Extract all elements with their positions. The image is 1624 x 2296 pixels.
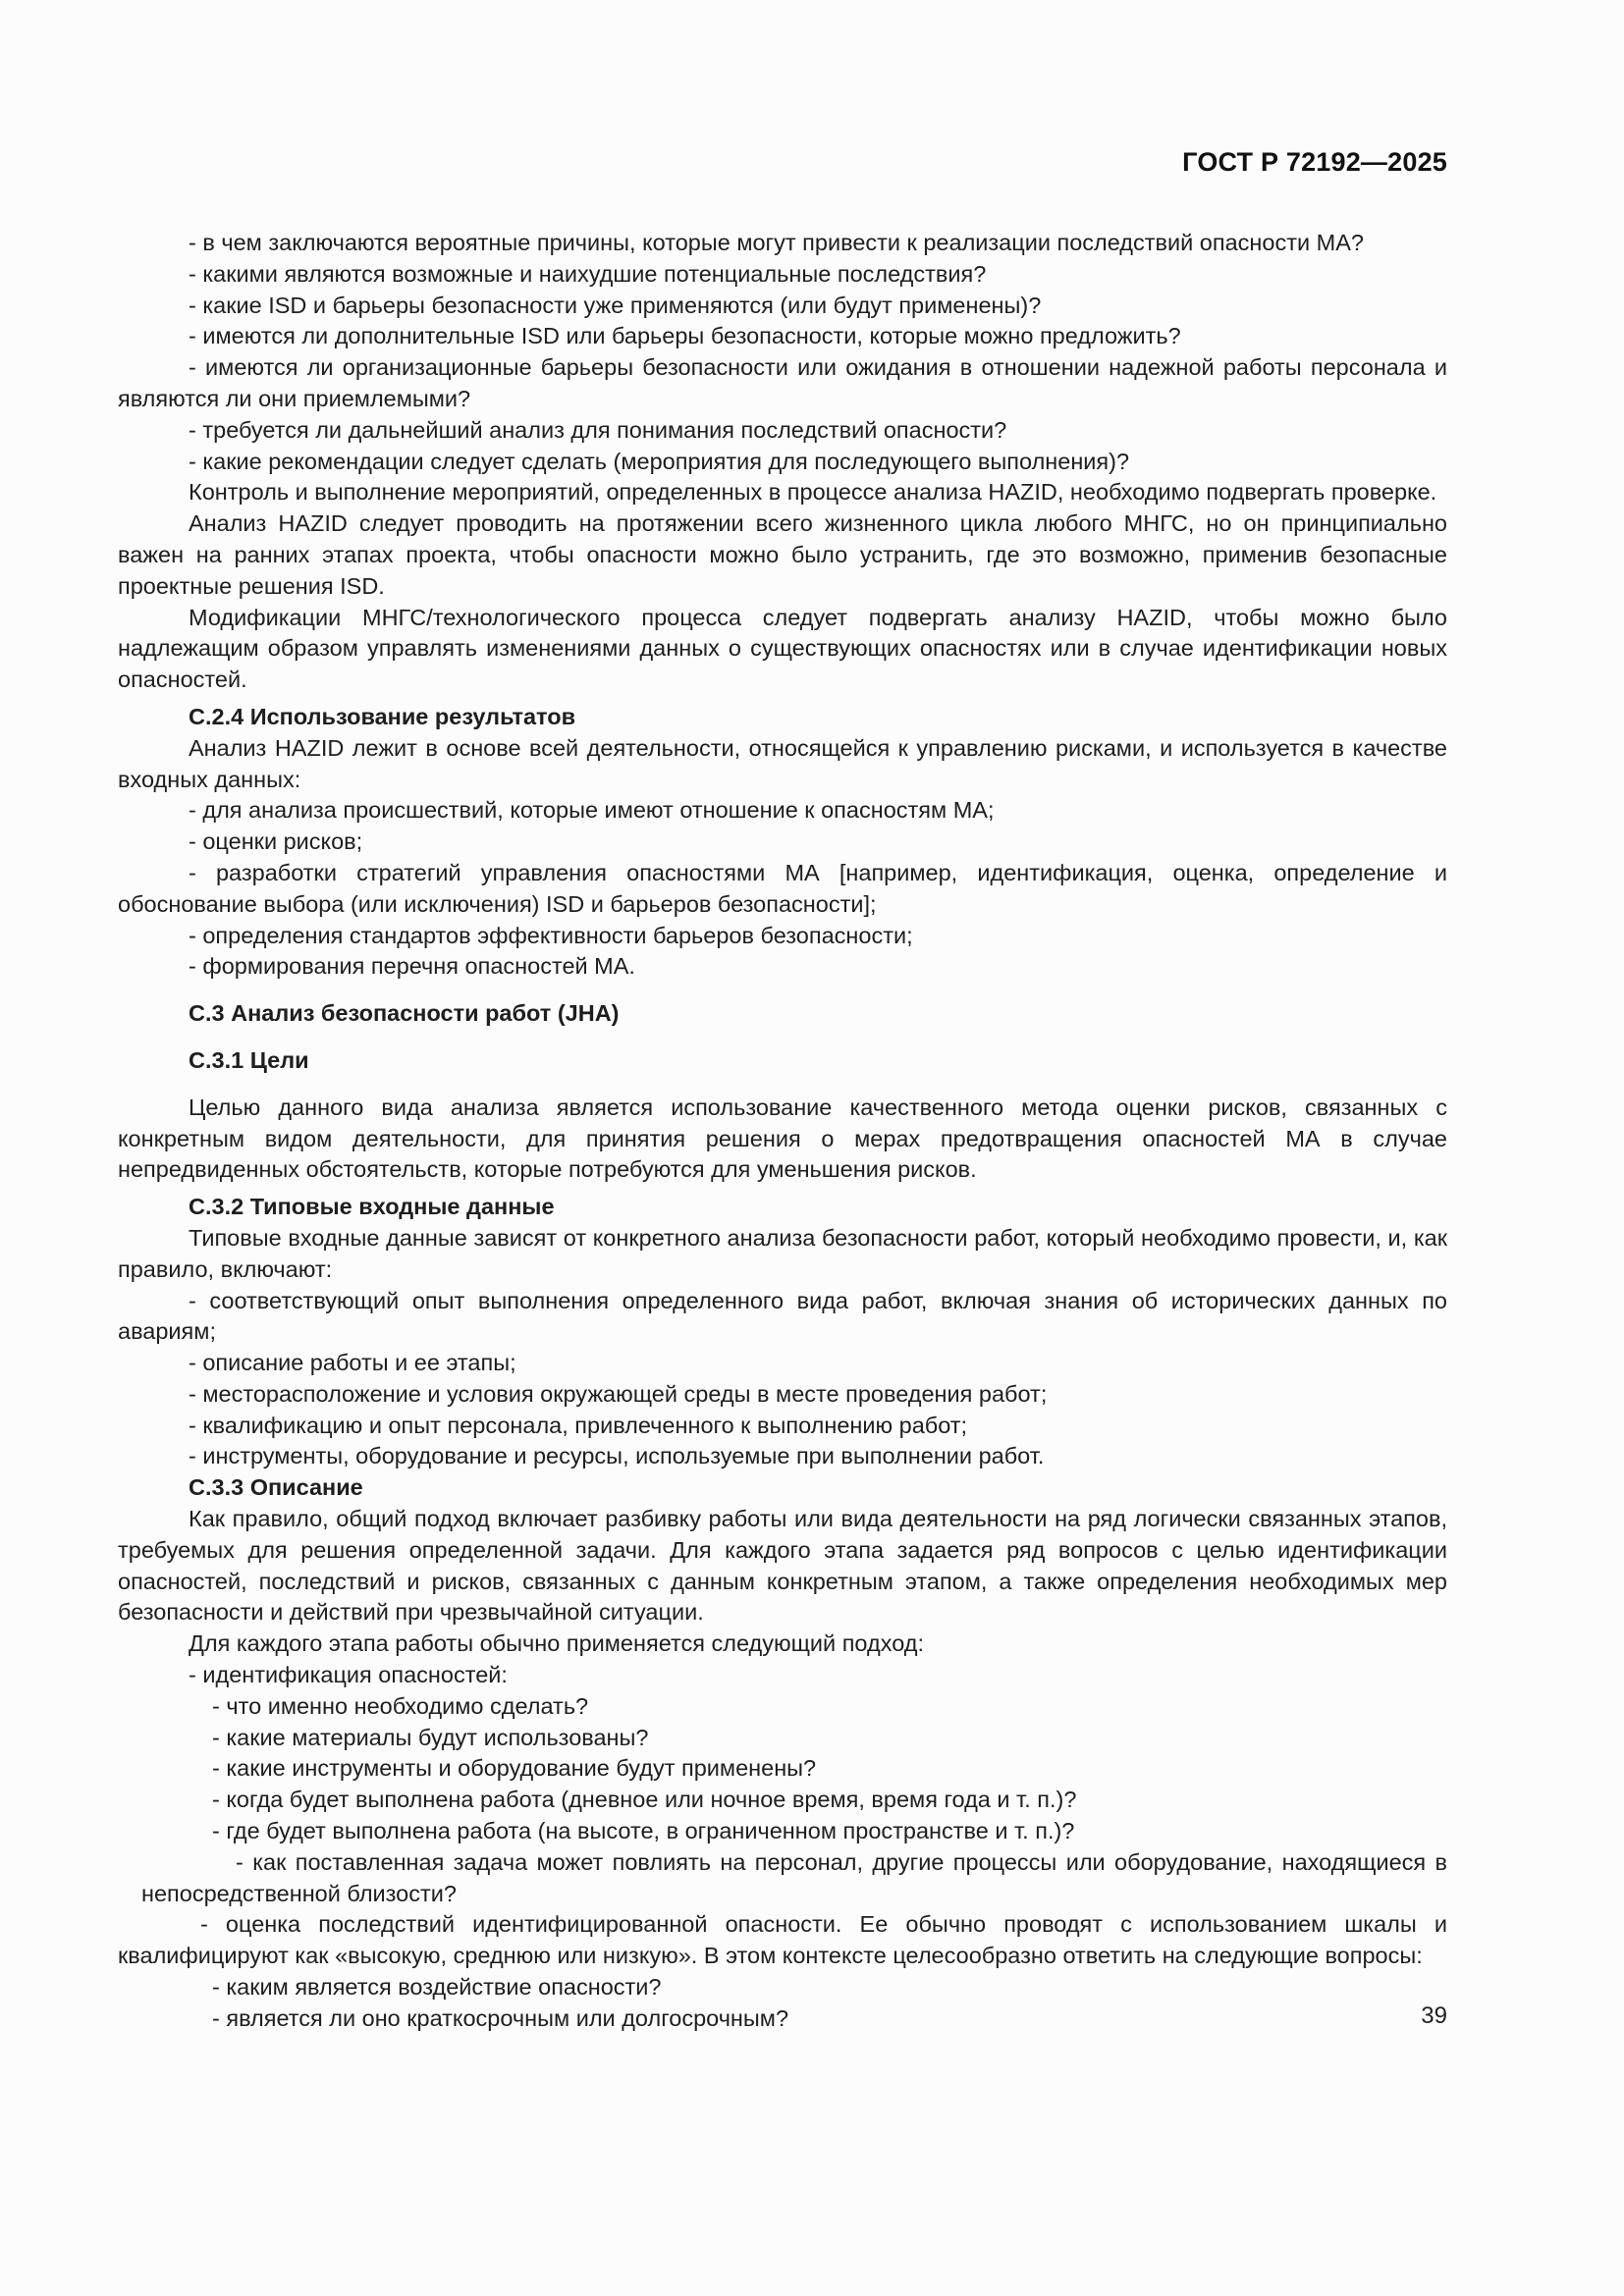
list-item: - в чем заключаются вероятные причины, которые могут привести к реализации последствий опасности МА?	[189, 230, 1364, 255]
sub-list-item: - когда будет выполнена работа (дневное или ночное время, время года и т. п.)?	[212, 1787, 1077, 1813]
paragraph: Модификации МНГС/технологического процесса следует подвергать анализу HAZID, чтобы можно было надлежащим образом управлять изменениями данных о существующих опасностях или в случае идентификации новых опасностей.	[118, 604, 1447, 693]
paragraph: Для каждого этапа работы обычно применяется следующий подход:	[189, 1630, 924, 1657]
paragraph: Типовые входные данные зависят от конкретного анализа безопасности работ, который необходимо провести, и, как правило, включают:	[118, 1224, 1447, 1282]
sub-list-item: - является ли оно краткосрочным или долгосрочным?	[212, 2004, 789, 2031]
sub-list-item: - каким является воздействие опасности?	[212, 1974, 662, 2001]
list-item: - идентификация опасностей:	[189, 1662, 508, 1688]
section-heading: C.3.2 Типовые входные данные	[189, 1194, 555, 1220]
list-item: - определения стандартов эффективности барьеров безопасности;	[189, 922, 913, 948]
list-item: - соответствующий опыт выполнения определенного вида работ, включая знания об исторических данных по авариям;	[118, 1287, 1447, 1345]
list-item: - месторасположение и условия окружающей среды в месте проведения работ;	[189, 1380, 1048, 1407]
list-item: - имеются ли дополнительные ISD или барьеры безопасности, которые можно предложить?	[189, 323, 1181, 349]
list-item: - квалификацию и опыт персонала, привлеченного к выполнению работ;	[189, 1412, 968, 1438]
sub-list-item: - какие инструменты и оборудование будут применены?	[212, 1755, 817, 1782]
list-item: - какими являются возможные и наихудшие потенциальные последствия?	[189, 260, 987, 287]
list-item: - оценки рисков;	[189, 828, 363, 855]
list-item: - для анализа происшествий, которые имеют отношение к опасностям МА;	[189, 797, 995, 824]
list-item: - какие ISD и барьеры безопасности уже применяются (или будут применены)?	[189, 292, 1042, 318]
sub-list-item: - где будет выполнена работа (на высоте, в ограниченном пространстве и т. п.)?	[212, 1818, 1075, 1844]
list-item: - описание работы и ее этапы;	[189, 1350, 516, 1376]
paragraph: Контроль и выполнение мероприятий, определенных в процессе анализа HAZID, необходимо подвергать проверке.	[189, 479, 1437, 506]
list-item: - имеются ли организационные барьеры безопасности или ожидания в отношении надежной работы персонала и являются ли они приемлемыми?	[118, 354, 1447, 411]
document-header: ГОСТ Р 72192—2025	[1182, 147, 1447, 177]
section-heading: C.2.4 Использование результатов	[189, 703, 576, 729]
sub-list-item: - что именно необходимо сделать?	[212, 1692, 589, 1719]
paragraph: Целью данного вида анализа является использование качественного метода оценки рисков, связанных с конкретным видом деятельности, для принятия решения о мерах предотвращения опасностей МА в случае непредвиденных обстоятельств, которые потребуются для уменьшения рисков.	[118, 1094, 1447, 1183]
sub-list-item: - какие материалы будут использованы?	[212, 1724, 649, 1750]
spacer	[118, 1077, 1447, 1093]
list-item: - инструменты, оборудование и ресурсы, используемые при выполнении работ.	[189, 1443, 1045, 1469]
page-number: 39	[1421, 2002, 1447, 2029]
list-item: - разработки стратегий управления опасностями МА [например, идентификация, оценка, определение и обоснование выбора (или исключения) ISD и барьеров безопасности];	[118, 859, 1447, 917]
list-item: - какие рекомендации следует сделать (мероприятия для последующего выполнения)?	[189, 448, 1130, 474]
section-heading: C.3 Анализ безопасности работ (JHA)	[189, 1000, 620, 1027]
list-item: - формирования перечня опасностей МА.	[189, 953, 635, 980]
paragraph: Анализ HAZID лежит в основе всей деятельности, относящейся к управлению рисками, и используется в качестве входных данных:	[118, 734, 1447, 792]
list-item: - требуется ли дальнейший анализ для понимания последствий опасности?	[189, 416, 1007, 443]
spacer	[118, 983, 1447, 998]
sub-list-item: - как поставленная задача может повлиять на персонал, другие процессы или оборудование, находящиеся в непосредственной близости?	[141, 1848, 1447, 1906]
section-heading: C.3.3 Описание	[189, 1474, 363, 1501]
list-item: - оценка последствий идентифицированной опасности. Ее обычно проводят с использованием шкалы и квалифицируют как «высокую, среднюю или низкую». В этом контексте целесообразно ответить на следующие вопросы:	[118, 1911, 1447, 1969]
section-heading: C.3.1 Цели	[189, 1046, 309, 1073]
paragraph: Анализ HAZID следует проводить на протяжении всего жизненного цикла любого МНГС, но он принципиально важен на ранних этапах проекта, чтобы опасности можно было устранить, где это возможно, применив безопасные проектные решения ISD.	[118, 510, 1447, 599]
document-body	[118, 228, 1447, 2035]
spacer	[118, 1030, 1447, 1045]
paragraph: Как правило, общий подход включает разбивку работы или вида деятельности на ряд логически связанных этапов, требуемых для решения определенной задачи. Для каждого этапа задается ряд вопросов с целью идентификации опасностей, последствий и рисков, связанных с данным конкретным этапом, а также определения необходимых мер безопасности и действий при чрезвычайной ситуации.	[118, 1506, 1447, 1626]
